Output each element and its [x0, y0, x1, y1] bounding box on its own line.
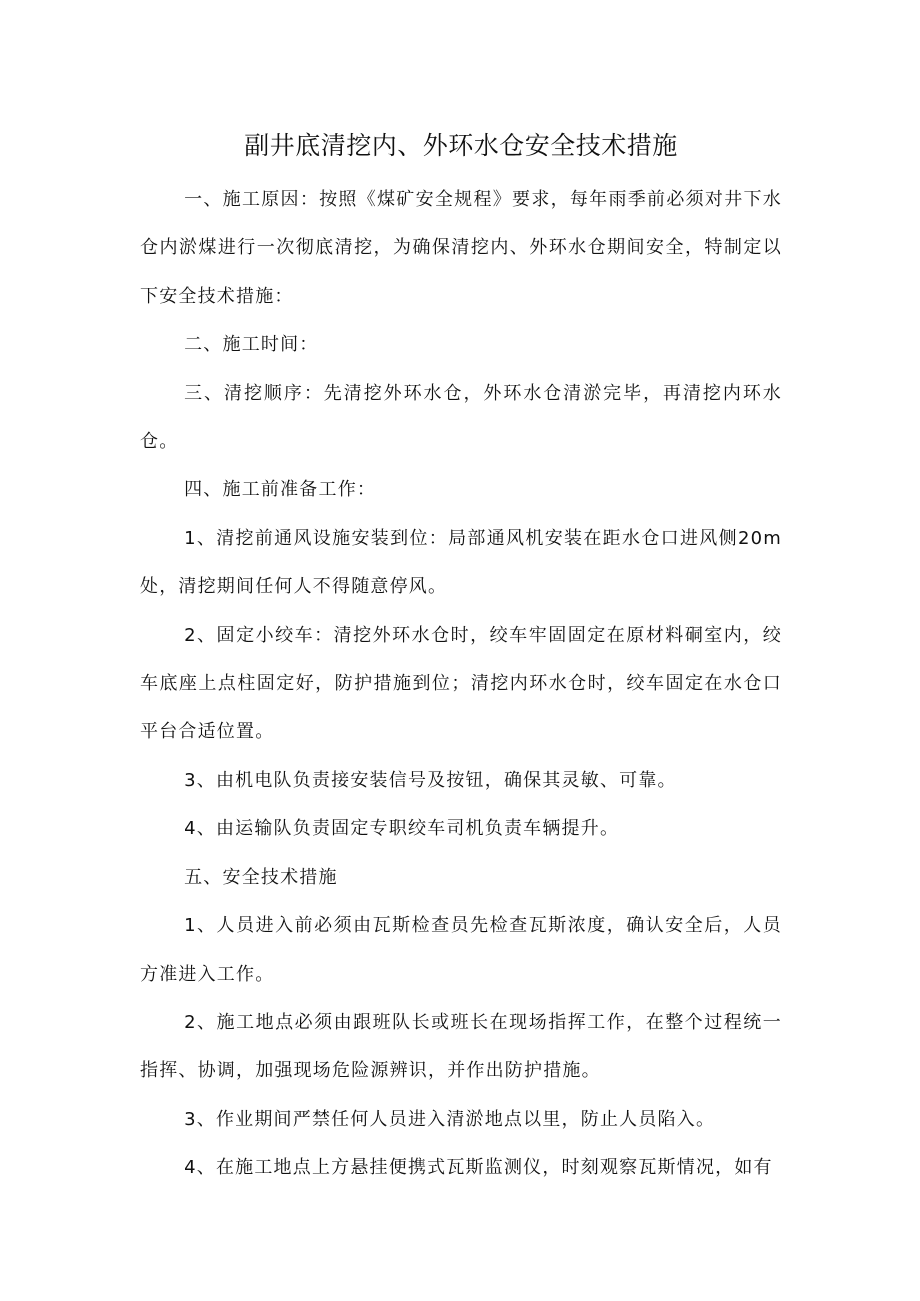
paragraph-safety-3: 3、作业期间严禁任何人员进入清淤地点以里，防止人员陷入。 [184, 1108, 716, 1130]
paragraph-construction-time: 二、施工时间： [184, 334, 319, 356]
paragraph-cleaning-order: 三、清挖顺序：先清挖外环水仓，外环水仓清淤完毕，再清挖内环水仓。 [140, 382, 782, 453]
paragraph-preparation-4: 4、由运输队负责固定专职绞车司机负责车辆提升。 [184, 818, 620, 840]
paragraph-safety-1: 1、人员进入前必须由瓦斯检查员先检查瓦斯浓度，确认安全后，人员方准进入工作。 [140, 915, 782, 985]
paragraph-safety-2: 2、施工地点必须由跟班队长或班长在现场指挥工作，在整个过程统一指挥、协调，加强现场危险源辨识，并作出防护措施。 [140, 1011, 782, 1082]
paragraph-preparation-3: 3、由机电队负责接安装信号及按钮，确保其灵敏、可靠。 [184, 769, 677, 791]
paragraph-safety-4: 4、在施工地点上方悬挂便携式瓦斯监测仪，时刻观察瓦斯情况，如有 [184, 1157, 773, 1179]
document-title: 副井底清挖内、外环水仓安全技术措施 [244, 131, 678, 160]
paragraph-safety-heading: 五、安全技术措施 [184, 866, 338, 888]
document-body [140, 176, 782, 1193]
paragraph-preparation-1: 1、清挖前通风设施安装到位：局部通风机安装在距水仓口进风侧20m处，清挖期间任何人不得随意停风。 [140, 527, 782, 598]
paragraph-construction-reason: 一、施工原因：按照《煤矿安全规程》要求，每年雨季前必须对井下水仓内淤煤进行一次彻底清挖，为确保清挖内、外环水仓期间安全，特制定以下安全技术措施： [140, 189, 782, 307]
paragraph-preparation-heading: 四、施工前准备工作： [184, 479, 377, 501]
paragraph-preparation-2: 2、固定小绞车：清挖外环水仓时，绞车牢固固定在原材料硐室内，绞车底座上点柱固定好，防护措施到位；清挖内环水仓时，绞车固定在水仓口平台合适位置。 [140, 624, 782, 743]
